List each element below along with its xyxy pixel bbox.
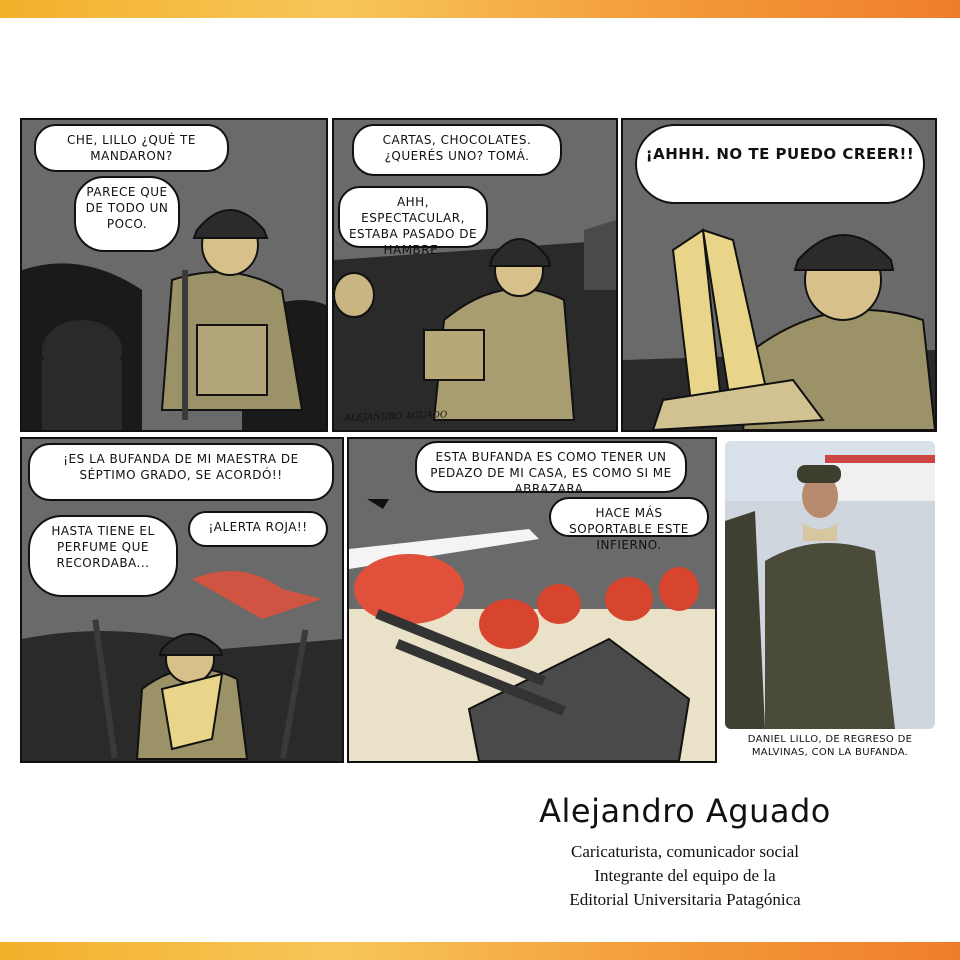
author-credits [500, 792, 870, 912]
soldier-photo [725, 441, 935, 729]
speech-bubble: ESTA BUFANDA ES COMO TENER UN PEDAZO DE MI CASA, ES COMO SI ME ABRAZARA. [415, 441, 687, 493]
speech-bubble: ¡ALERTA ROJA!! [188, 511, 328, 547]
comic-panel-1 [20, 118, 328, 432]
author-role-line: Caricaturista, comunicador social [571, 842, 799, 861]
speech-bubble: PARECE QUE DE TODO UN POCO. [74, 176, 180, 252]
speech-bubble: CHE, LILLO ¿QUÉ TE MANDARON? [34, 124, 229, 172]
author-role-line: Integrante del equipo de la [594, 866, 776, 885]
comic-panel-5 [347, 437, 717, 763]
author-name: Alejandro Aguado [539, 792, 831, 830]
photo-caption: DANIEL LILLO, DE REGRESO DE MALVINAS, CON LA BUFANDA. [747, 734, 913, 758]
comic-panel-6 [721, 437, 939, 759]
speech-bubble: HACE MÁS SOPORTABLE ESTE INFIERNO. [549, 497, 709, 537]
comic-panel-3 [621, 118, 937, 432]
speech-bubble: CARTAS, CHOCOLATES. ¿QUERÉS UNO? TOMÁ. [352, 124, 562, 176]
speech-bubble: AHH, ESPECTACULAR, ESTABA PASADO DE HAMBRE. [338, 186, 488, 248]
speech-bubble: ¡ES LA BUFANDA DE MI MAESTRA DE SÉPTIMO GRADO, SE ACORDÓ!! [28, 443, 334, 501]
speech-bubble: HASTA TIENE EL PERFUME QUE RECORDABA... [28, 515, 178, 597]
comic-panel-2 [332, 118, 618, 432]
bottom-accent-bar [0, 942, 960, 960]
comic-panel-4 [20, 437, 344, 763]
artist-signature: ALEJANDRO AGUADO [343, 410, 448, 424]
author-role-line: Editorial Universitaria Patagónica [569, 890, 801, 909]
top-accent-bar [0, 0, 960, 18]
speech-bubble: ¡AHHH. NO TE PUEDO CREER!! [635, 124, 925, 204]
